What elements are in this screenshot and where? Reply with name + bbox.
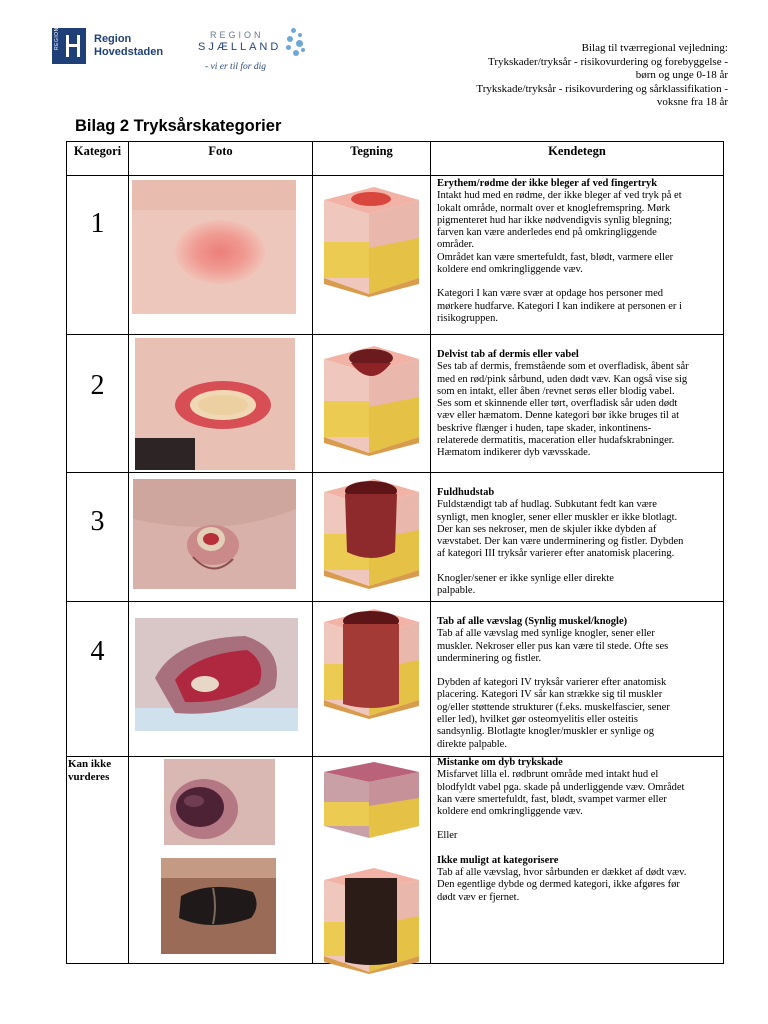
document-reference: Bilag til tværregional vejledning: Trykskader/tryksår - risikovurdering og forebyggelse - børn og unge 0-18 år Trykskade/tryksår - risikovurdering og sårklassifikation - voksne fra 18 år — [476, 42, 728, 108]
header-drawing: Tegning — [350, 144, 393, 158]
region-sjaelland-logo: REGION SJÆLLAND - vi er til for dig — [195, 28, 310, 83]
category-4-drawing — [319, 604, 424, 719]
category-3-label: 3 — [90, 506, 105, 537]
category-1-drawing — [319, 182, 424, 297]
category-3-photo — [133, 479, 296, 589]
category-2-photo — [135, 338, 295, 470]
category-2-description: Delvist tab af dermis eller vabel Ses tab af dermis, fremstående som et overfladisk, åbent sår med en rød/pink sårbund, uden dødt væv. Kan også vise sig som en intakt, eller åben /revnet serøs eller blodig vabel. Ses som et skinnende eller tørt, overfladisk sår uden dødt væv eller hæmatom. Denne kategori bør ikke bruges til at beskrive flænger i huden, tape skader, inkontinens- relaterede dermatitis, maceration eller hudafskrabninger. Hæmatom indikerer dyb vævsskade. — [437, 349, 689, 459]
category-3-drawing — [319, 474, 424, 589]
header-photo: Foto — [208, 144, 233, 158]
unstageable-photo — [161, 858, 276, 954]
category-1-photo — [132, 180, 296, 314]
unstageable-drawing — [319, 864, 424, 974]
header-features: Kendetegn — [548, 144, 606, 158]
header-category: Kategori — [73, 144, 122, 158]
category-3-description: Fuldhudstab Fuldstændigt tab af hudlag. Subkutant fedt kan være synligt, men knogler, sener eller muskler er ikke blotlagt. Der kan ses nekroser, men de skjuler ikke dybden af vævstabet. Der kan være underminering og fistler. Dybden af kategori III tryksår varierer efter anatomisk placering. Knogler/sener er ikke synlige eller direkte palpable. — [437, 487, 684, 597]
category-1-label: 1 — [90, 208, 105, 239]
category-unstageable-label: Kan ikke vurderes — [68, 758, 112, 783]
category-2-drawing — [319, 341, 424, 456]
category-1-description: Erythem/rødme der ikke bleger af ved fingertryk Intakt hud med en rødme, der ikke bleger af ved tryk på et lokalt område, normalt over et knoglefremspring. Mørk pigmenteret hud har ikke nødvendigvis synlig blegning; farven kan være anderledes end på omkringliggende områder. Området kan være smertefuldt, fast, blødt, varmere eller koldere end omkringliggende væv. Kategori I kan være svær at opdage hos personer med mørkere hudfarve. Kategori I kan indikere at personen er i risikogruppen. — [437, 178, 682, 324]
category-4-photo — [135, 618, 298, 731]
deep-tissue-injury-drawing — [319, 758, 424, 840]
document-title: Bilag 2 Tryksårskategorier — [75, 117, 282, 135]
region-hovedstaden-logo-text: Region Hovedstaden — [94, 33, 164, 58]
pressure-ulcer-category-table — [66, 141, 724, 964]
region-hovedstaden-logo — [52, 28, 177, 66]
region-hovedstaden-logo-mark — [52, 28, 86, 64]
logo-side-text: REGION — [54, 27, 60, 50]
category-4-label: 4 — [90, 636, 105, 667]
category-4-description: Tab af alle vævslag (Synlig muskel/knogle) Tab af alle vævslag med synlige knogler, sener eller muskler. Nekroser eller pus kan være til stede. Ofte ses underminering og fistler. Dybden af kategori IV tryksår varierer efter anatomisk placering. Kategori IV sår kan strække sig til muskler og/eller støttende strukturer (f.eks. muskelfascier, sener eller led), hvilket gør osteomyelitis eller osteitis sandsynlig. Blotlagte knogler/muskler er synlige og direkte palpable. — [437, 616, 670, 750]
unstageable-description: Mistanke om dyb trykskade Misfarvet lilla el. rødbrunt område med intakt hud el blodfyldt vabel pga. skade på underliggende væv. Området kan være smertefuldt, fast, blødt, svampet varmer eller koldere end omkringliggende væv. Eller Ikke muligt at kategorisere Tab af alle vævslag, hvor sårbunden er dækket af dødt væv. Den egentlige dybde og dermed kategori, ikke afgøres før dødt væv er fjernet. — [437, 757, 687, 903]
category-2-label: 2 — [90, 370, 105, 401]
deep-tissue-injury-photo — [164, 759, 275, 845]
